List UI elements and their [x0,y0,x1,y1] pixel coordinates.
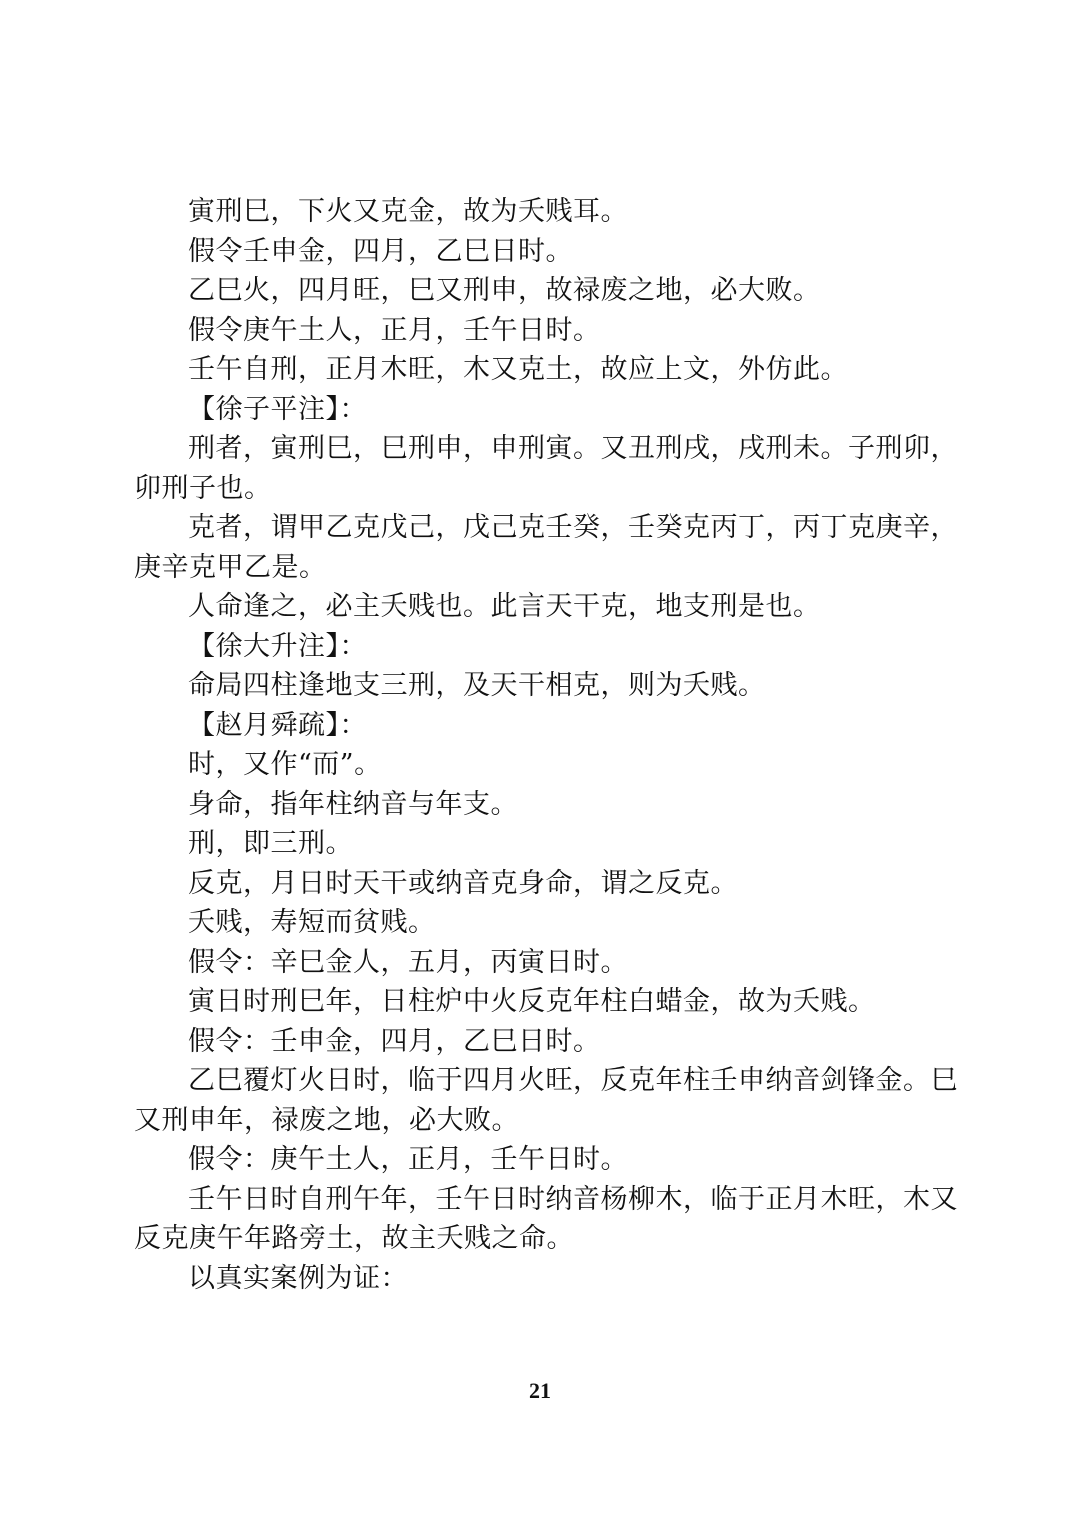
text-line: 假令庚午土人，正月，壬午日时。 [188,314,601,346]
text-line: 命局四柱逢地支三刑，及天干相克，则为夭贱。 [188,670,766,701]
text-line: 反克庚午年路旁土，故主夭贱之命。 [134,1223,574,1254]
text-line: 乙巳火，四月旺，巳又刑申，故禄废之地，必大败。 [188,275,821,306]
section-heading: 【赵月舜疏】： [188,709,367,741]
text-line: 假令：庚午土人，正月，壬午日时。 [188,1144,628,1175]
text-line: 壬午自刑，正月木旺，木又克土，故应上文，外仿此。 [188,354,848,385]
text-line: 壬午日时自刑午年，壬午日时纳音杨柳木，临于正月木旺，木又 [188,1183,958,1215]
text-line: 反克，月日时天干或纳音克身命，谓之反克。 [188,867,738,899]
text-line: 刑者，寅刑巳，巳刑申，申刑寅。又丑刑戌，戌刑未。子刑卯， [188,433,958,464]
text-line: 又刑申年，禄废之地，必大败。 [134,1104,519,1136]
page-number: 21 [529,1378,551,1403]
text-line: 以真实案例为证： [188,1262,408,1294]
text-line: 寅刑巳，下火又克金，故为夭贱耳。 [188,196,628,227]
text-line: 假令壬申金，四月，乙巳日时。 [188,235,573,267]
text-line: 刑，即三刑。 [188,828,353,859]
text-line: 身命，指年柱纳音与年支。 [188,788,518,820]
text-line: 夭贱，寿短而贫贱。 [188,907,436,938]
text-line: 克者，谓甲乙克戊己，戊己克壬癸，壬癸克丙丁，丙丁克庚辛， [188,512,958,543]
text-line: 乙巳覆灯火日时，临于四月火旺，反克年柱壬申纳音剑锋金。巳 [188,1065,958,1096]
section-heading: 【徐子平注】： [188,393,367,425]
text-line: 庚辛克甲乙是。 [134,551,327,583]
text-line: 时，又作“而”。 [188,749,382,780]
section-heading: 【徐大升注】： [188,630,367,662]
text-line: 人命逢之，必主夭贱也。此言天干克，地支刑是也。 [188,591,821,622]
text-line: 假令：辛巳金人，五月，丙寅日时。 [188,946,628,978]
body-text [134,192,958,1298]
text-line: 卯刑子也。 [134,472,272,504]
text-line: 假令：壬申金，四月，乙巳日时。 [188,1025,601,1057]
text-line: 寅日时刑巳年，日柱炉中火反克年柱白蜡金，故为夭贱。 [188,986,876,1017]
